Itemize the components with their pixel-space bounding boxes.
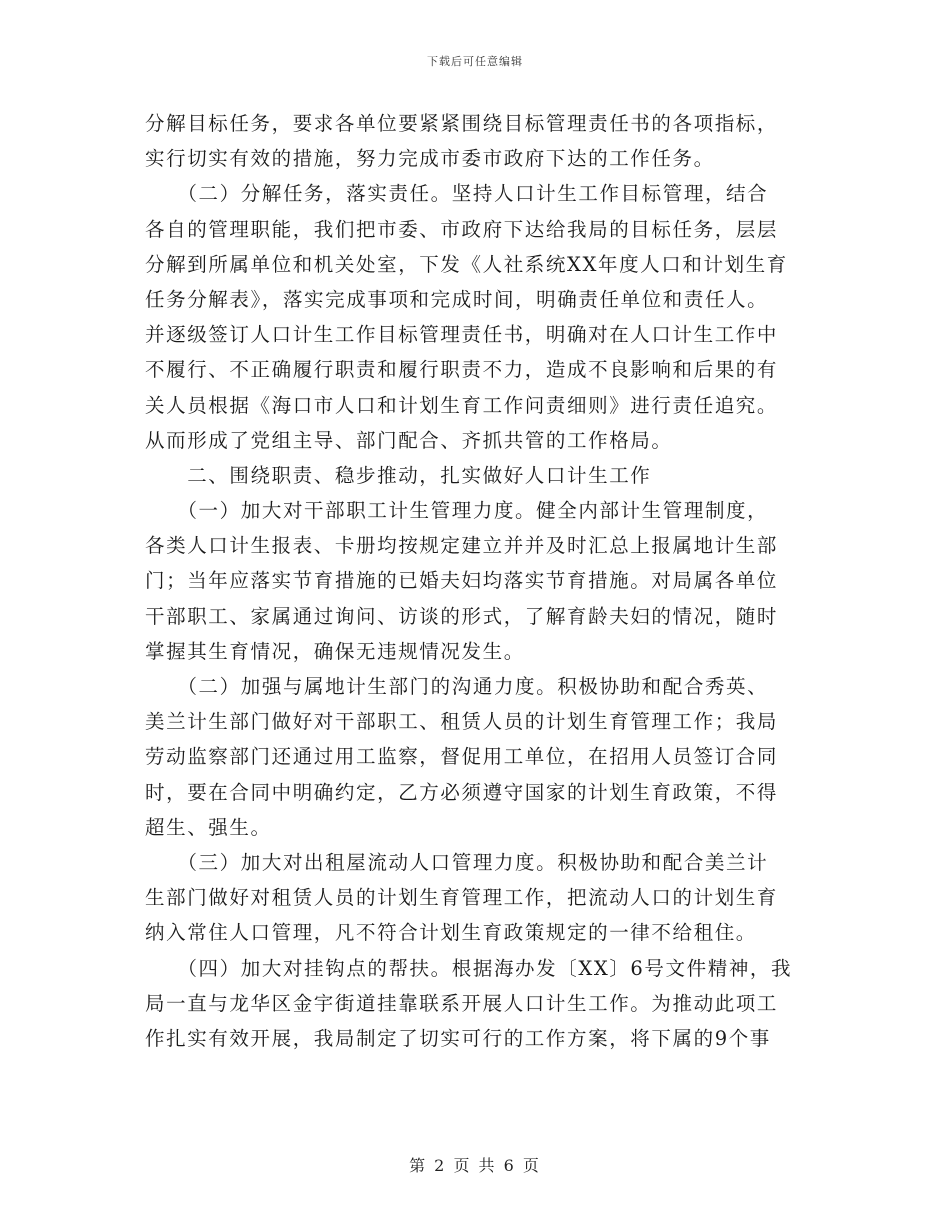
text-line: （四）加大对挂钩点的帮扶。根据海办发〔XX〕6号文件精神，我 xyxy=(145,956,793,980)
text-line: 任务分解表》，落实完成事项和完成时间，明确责任单位和责任人。 xyxy=(145,287,769,311)
text-line: 局一直与龙华区金宇街道挂靠联系开展人口计生工作。为推动此项工 xyxy=(145,991,779,1015)
text-line: 门；当年应落实节育措施的已婚夫妇均落实节育措施。对局属各单位 xyxy=(145,569,779,593)
text-line: 各类人口计生报表、卡册均按规定建立并并及时汇总上报属地计生部 xyxy=(145,534,779,558)
text-line: 分解目标任务，要求各单位要紧紧围绕目标管理责任书的各项指标， xyxy=(145,112,779,135)
text-line: （三）加大对出租屋流动人口管理力度。积极协助和配合美兰计 xyxy=(145,850,769,874)
text-line: （一）加大对干部职工计生管理力度。健全内部计生管理制度， xyxy=(145,499,769,523)
text-line: 关人员根据《海口市人口和计划生育工作问责细则》进行责任追究。 xyxy=(145,393,779,417)
text-line: 作扎实有效开展，我局制定了切实可行的工作方案，将下属的9个事 xyxy=(145,1026,771,1050)
text-line: 美兰计生部门做好对干部职工、租赁人员的计划生育管理工作；我局 xyxy=(145,710,779,734)
text-line: （二）分解任务，落实责任。坚持人口计生工作目标管理，结合 xyxy=(145,182,769,206)
page-header: 下载后可任意编辑 xyxy=(427,55,523,68)
text-line: 各自的管理职能，我们把市委、市政府下达给我局的目标任务，层层 xyxy=(145,217,779,241)
text-line: 劳动监察部门还通过用工监察，督促用工单位，在招用人员签订合同 xyxy=(145,745,779,769)
text-line: 掌握其生育情况，确保无违规情况发生。 xyxy=(145,639,525,663)
text-line: 生部门做好对租赁人员的计划生育管理工作，把流动人口的计划生育 xyxy=(145,886,779,910)
text-line: 纳入常住人口管理，凡不符合计划生育政策规定的一律不给租住。 xyxy=(145,921,757,945)
text-line: （二）加强与属地计生部门的沟通力度。积极协助和配合秀英、 xyxy=(145,675,769,698)
text-line: 不履行、不正确履行职责和履行职责不力，造成不良影响和后果的有 xyxy=(145,358,779,382)
text-line: 时，要在合同中明确约定，乙方必须遵守国家的计划生育政策，不得 xyxy=(145,780,779,804)
text-line: 超生、强生。 xyxy=(145,815,272,839)
text-line: 实行切实有效的措施，努力完成市委市政府下达的工作任务。 xyxy=(145,147,715,171)
text-line: 分解到所属单位和机关处室，下发《人社系统XX年度人口和计划生育 xyxy=(145,252,788,276)
text-line: 从而形成了党组主导、部门配合、齐抓共管的工作格局。 xyxy=(145,428,673,452)
section-heading: 二、围绕职责、稳步推动，扎实做好人口计生工作 xyxy=(145,463,652,487)
text-line: 干部职工、家属通过询问、访谈的形式，了解育龄夫妇的情况，随时 xyxy=(145,604,779,628)
document-body xyxy=(145,106,815,1056)
page-number: 第 2 页 共 6 页 xyxy=(409,1156,541,1175)
text-line: 并逐级签订人口计生工作目标管理责任书，明确对在人口计生工作中 xyxy=(145,323,779,347)
